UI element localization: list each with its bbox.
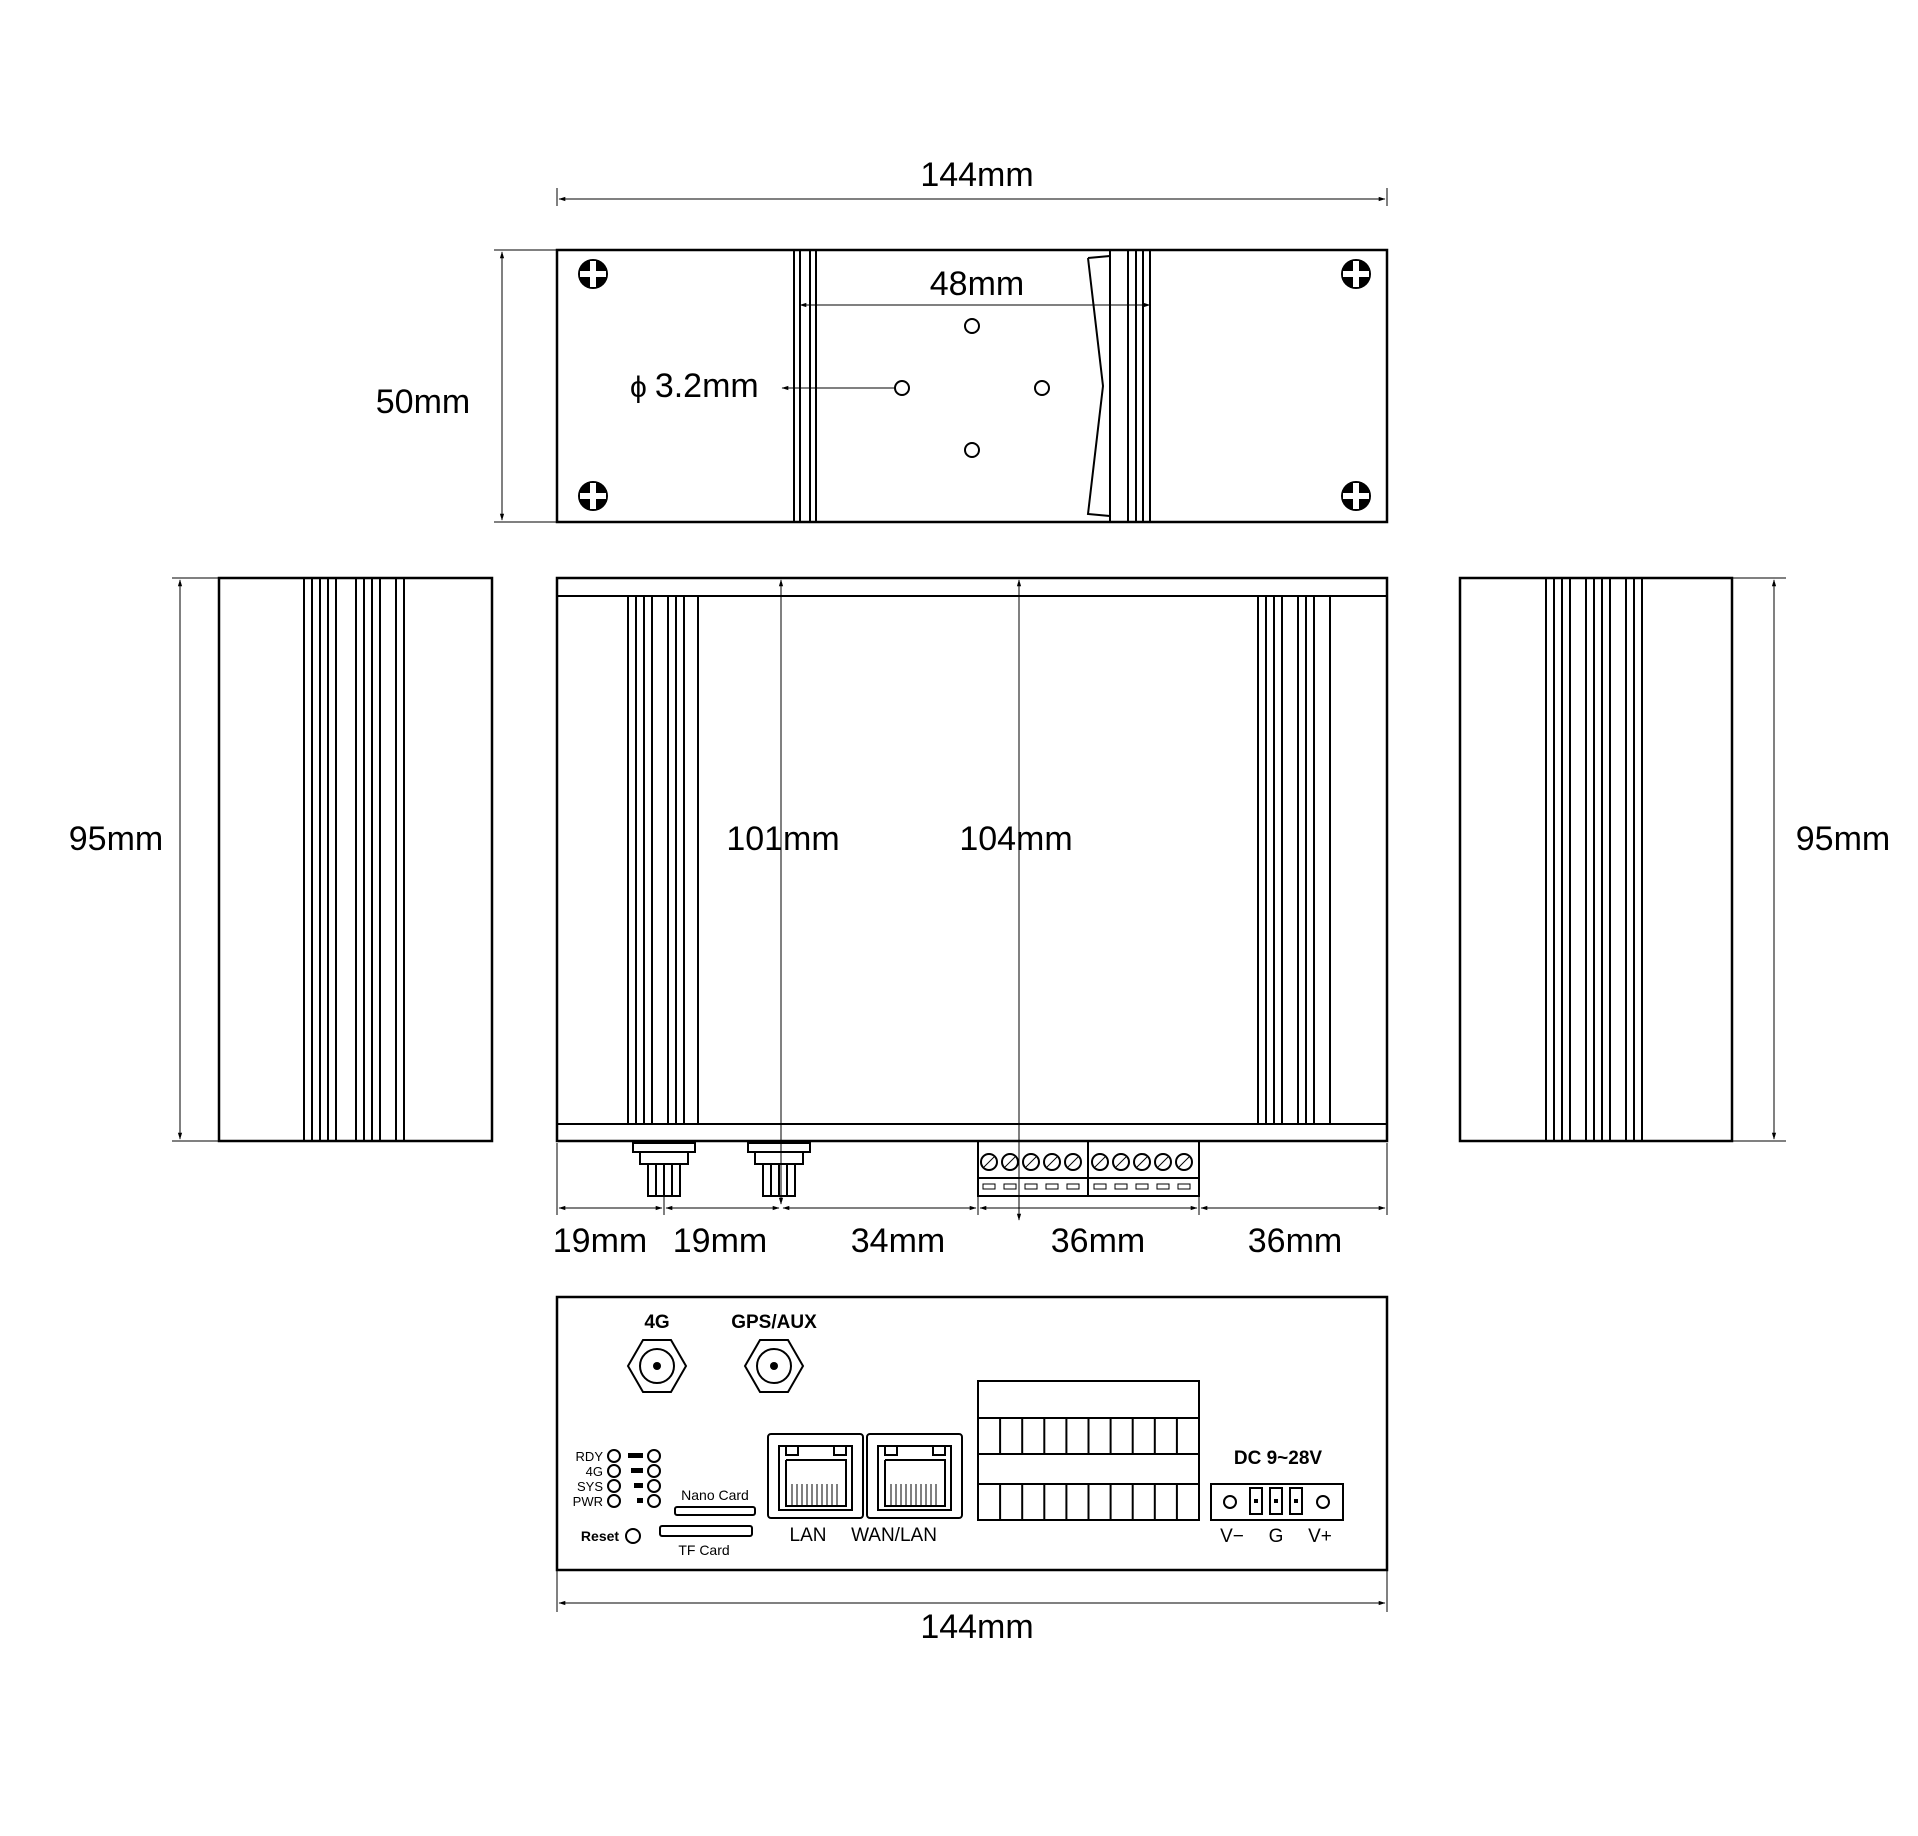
- wan-lan-label: WAN/LAN: [851, 1525, 937, 1546]
- led-icon: [608, 1495, 620, 1507]
- wan-lan-port[interactable]: [867, 1434, 962, 1518]
- width-segment-label: 19mm: [552, 1222, 648, 1260]
- mount-hole-top: [965, 319, 979, 333]
- tf-card-label: TF Card: [678, 1542, 730, 1558]
- led-icon: [608, 1480, 620, 1492]
- led-icon: [648, 1450, 660, 1462]
- antenna-connector-icon: [748, 1143, 810, 1196]
- screw-icon: [1341, 481, 1371, 511]
- height-104-label: 104mm: [959, 820, 1073, 858]
- width-segment-label: 19mm: [672, 1222, 768, 1260]
- right-height-label: 95mm: [1795, 820, 1891, 858]
- diameter-symbol: ϕ: [630, 371, 647, 404]
- led-icon: [648, 1495, 660, 1507]
- led-label-rdy: RDY: [575, 1449, 603, 1464]
- lan-label: LAN: [789, 1525, 827, 1546]
- led-icon: [648, 1480, 660, 1492]
- led-icon: [648, 1465, 660, 1477]
- led-label-4g: 4G: [585, 1464, 603, 1479]
- led-icon: [608, 1450, 620, 1462]
- led-label-sys: SYS: [576, 1479, 603, 1494]
- left-side-view: [69, 578, 492, 1141]
- lan-port[interactable]: [768, 1434, 863, 1518]
- power-connector[interactable]: [1211, 1484, 1343, 1520]
- width-segment-label: 36mm: [1247, 1222, 1343, 1260]
- top-view: [376, 156, 1387, 522]
- reset-label: Reset: [580, 1528, 620, 1544]
- antenna-gps-label: GPS/AUX: [731, 1312, 817, 1333]
- bottom-width-label: 144mm: [920, 1608, 1034, 1646]
- front-view-outline: [557, 578, 1387, 1141]
- depth-label: 50mm: [375, 383, 471, 421]
- front-view: [553, 578, 1387, 1260]
- nano-card-slot[interactable]: [675, 1507, 755, 1515]
- terminal-block-front: [978, 1381, 1199, 1520]
- mount-hole-left: [895, 381, 909, 395]
- svg-text:ϕ3.2mm: [630, 367, 759, 405]
- right-side-view: [1460, 578, 1890, 1141]
- panel-outline: [557, 1297, 1387, 1570]
- antenna-gps-connector[interactable]: [745, 1340, 803, 1392]
- hole-spacing-label: 48mm: [929, 265, 1025, 303]
- nano-card-label: Nano Card: [681, 1487, 749, 1503]
- mount-hole-right: [1035, 381, 1049, 395]
- reset-button[interactable]: [626, 1529, 640, 1543]
- antenna-connector-icon: [633, 1143, 695, 1196]
- height-101-label: 101mm: [726, 820, 840, 858]
- signal-bar-icon: [637, 1498, 643, 1503]
- top-width-label: 144mm: [920, 156, 1034, 194]
- power-pin-label: V−: [1220, 1526, 1244, 1547]
- screw-icon: [578, 259, 608, 289]
- screw-icon: [1341, 259, 1371, 289]
- power-pin-label: G: [1268, 1526, 1284, 1547]
- width-segment-label: 36mm: [1050, 1222, 1146, 1260]
- antenna-4g-label: 4G: [644, 1312, 670, 1333]
- power-label: DC 9~28V: [1233, 1448, 1323, 1469]
- left-height-label: 95mm: [68, 820, 164, 858]
- hole-diameter-label: 3.2mm: [654, 367, 759, 405]
- signal-bar-icon: [628, 1453, 643, 1458]
- screw-icon: [578, 481, 608, 511]
- mount-hole-bottom: [965, 443, 979, 457]
- panel-view: [557, 1297, 1387, 1646]
- signal-bar-icon: [634, 1483, 643, 1488]
- led-indicator-group: [573, 1449, 660, 1509]
- tf-card-slot[interactable]: [660, 1526, 752, 1536]
- signal-bar-icon: [631, 1468, 643, 1473]
- led-icon: [608, 1465, 620, 1477]
- led-label-pwr: PWR: [572, 1494, 603, 1509]
- width-segment-label: 34mm: [850, 1222, 946, 1260]
- antenna-4g-connector[interactable]: [628, 1340, 686, 1392]
- right-side-outline: [1460, 578, 1732, 1141]
- power-pin-label: V+: [1308, 1526, 1332, 1547]
- terminal-block-side: [978, 1141, 1199, 1196]
